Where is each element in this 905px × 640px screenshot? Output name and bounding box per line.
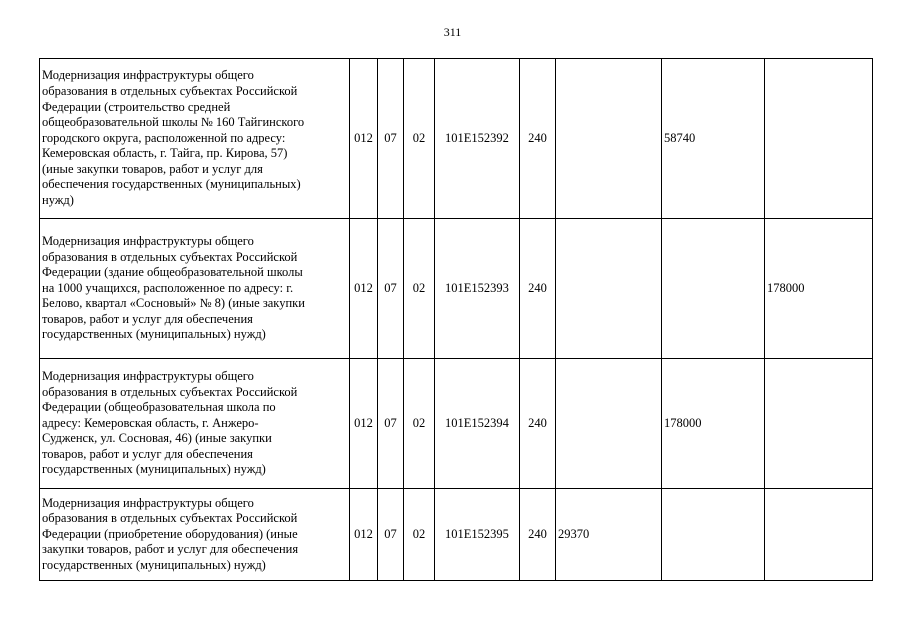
description-line: обеспечения государственных (муниципальных): [42, 177, 301, 192]
table-row: [40, 359, 873, 489]
description-line: адресу: Кемеровская область, г. Анжеро-: [42, 415, 259, 430]
amount-cell: [556, 59, 662, 219]
description-cell: [40, 489, 350, 581]
description-line: Модернизация инфраструктуры общего: [42, 495, 254, 510]
description-line: Федерации (строительство средней: [42, 99, 231, 114]
ministry-code-cell: 012: [350, 489, 378, 581]
table-row: [40, 59, 873, 219]
amount-cell: [765, 59, 873, 219]
amount-cell: [556, 219, 662, 359]
description-line: (иные закупки товаров, работ и услуг для: [42, 161, 263, 176]
description-cell: [40, 219, 350, 359]
description-line: общеобразовательной школы № 160 Тайгинского: [42, 115, 305, 130]
target-article-cell: 101E152392: [435, 59, 520, 219]
budget-table: [39, 58, 873, 581]
subsection-code-cell: 02: [404, 489, 435, 581]
description-line: Кемеровская область, г. Тайга, пр. Кирова, 57): [42, 146, 288, 161]
amount-cell: [662, 489, 765, 581]
description-line: Федерации (общеобразовательная школа по: [42, 400, 276, 415]
table-row: [40, 219, 873, 359]
description-line: городского округа, расположенной по адресу:: [42, 130, 286, 145]
target-article-cell: 101E152395: [435, 489, 520, 581]
ministry-code-cell: 012: [350, 359, 378, 489]
page-number: 311: [443, 25, 462, 39]
description-line: товаров, работ и услуг для обеспечения: [42, 446, 253, 461]
amount-cell: 178000: [662, 359, 765, 489]
description-line: нужд): [42, 193, 74, 208]
subsection-code-cell: 02: [404, 359, 435, 489]
description-line: товаров, работ и услуг для обеспечения: [42, 311, 253, 326]
description-line: Модернизация инфраструктуры общего: [42, 68, 254, 83]
expense-type-cell: 240: [520, 359, 556, 489]
description-line: на 1000 учащихся, расположенное по адресу: г.: [42, 280, 294, 295]
amount-cell: [556, 359, 662, 489]
description-line: образования в отдельных субъектах Российской: [42, 511, 298, 526]
subsection-code-cell: 02: [404, 219, 435, 359]
amount-cell: [765, 489, 873, 581]
description-line: образования в отдельных субъектах Российской: [42, 83, 298, 98]
amount-cell: [765, 359, 873, 489]
amount-cell: 29370: [556, 489, 662, 581]
description-cell: [40, 359, 350, 489]
table-row: [40, 489, 873, 581]
section-code-cell: 07: [378, 359, 404, 489]
amount-cell: [662, 219, 765, 359]
ministry-code-cell: 012: [350, 59, 378, 219]
amount-cell: 178000: [765, 219, 873, 359]
expense-type-cell: 240: [520, 219, 556, 359]
description-line: Модернизация инфраструктуры общего: [42, 368, 254, 383]
section-code-cell: 07: [378, 489, 404, 581]
description-line: образования в отдельных субъектах Российской: [42, 384, 298, 399]
expense-type-cell: 240: [520, 489, 556, 581]
section-code-cell: 07: [378, 59, 404, 219]
description-line: образования в отдельных субъектах Российской: [42, 249, 298, 264]
description-line: закупки товаров, работ и услуг для обеспечения: [42, 542, 299, 557]
description-line: государственных (муниципальных) нужд): [42, 327, 266, 342]
description-line: Федерации (здание общеобразовательной школы: [42, 265, 303, 280]
description-line: государственных (муниципальных) нужд): [42, 557, 266, 572]
description-line: Модернизация инфраструктуры общего: [42, 233, 254, 248]
target-article-cell: 101E152394: [435, 359, 520, 489]
ministry-code-cell: 012: [350, 219, 378, 359]
target-article-cell: 101E152393: [435, 219, 520, 359]
section-code-cell: 07: [378, 219, 404, 359]
description-line: Белово, квартал «Сосновый» № 8) (иные закупки: [42, 296, 305, 311]
description-line: Федерации (приобретение оборудования) (иные: [42, 526, 298, 541]
subsection-code-cell: 02: [404, 59, 435, 219]
expense-type-cell: 240: [520, 59, 556, 219]
amount-cell: 58740: [662, 59, 765, 219]
description-line: государственных (муниципальных) нужд): [42, 462, 266, 477]
description-cell: [40, 59, 350, 219]
description-line: Судженск, ул. Сосновая, 46) (иные закупки: [42, 431, 272, 446]
